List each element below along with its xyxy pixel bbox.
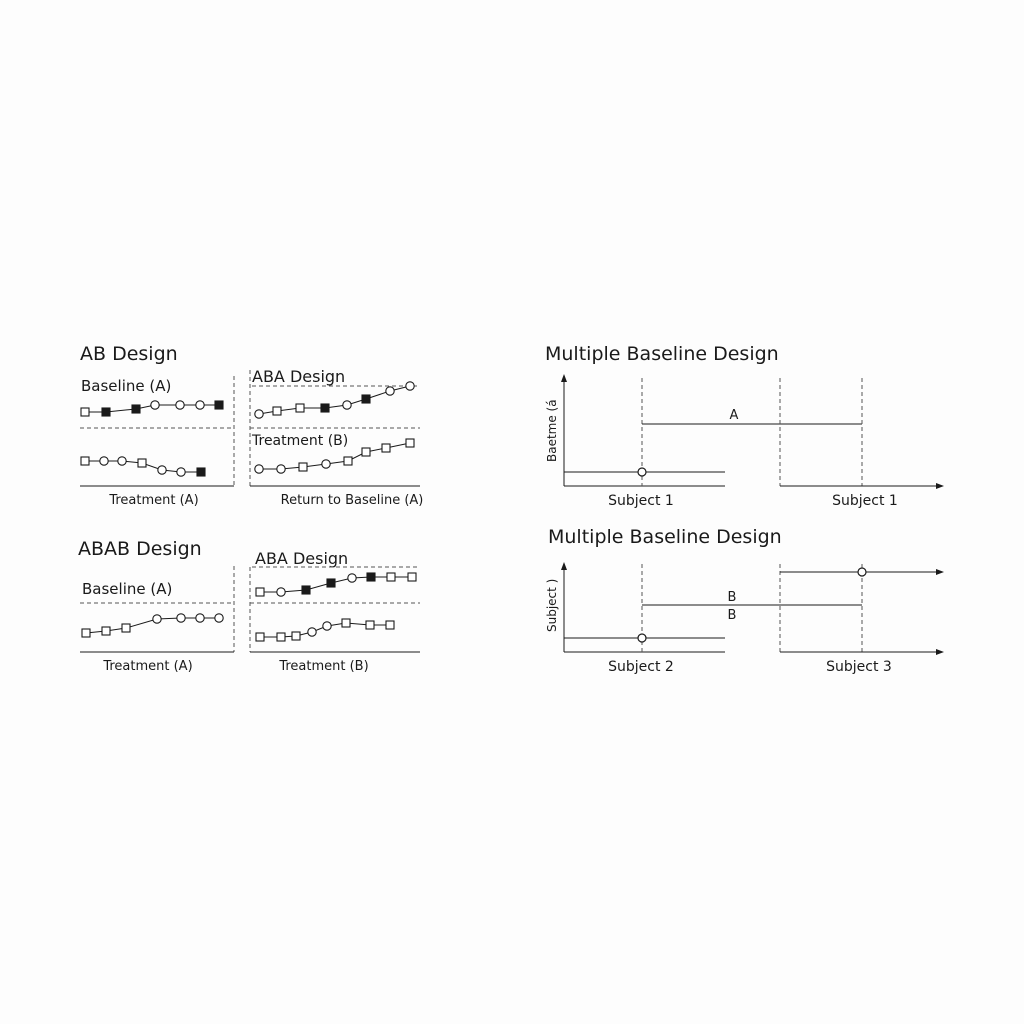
abab-marker-1	[82, 629, 90, 637]
aba-design-title-bottom: ABA Design	[255, 549, 349, 568]
aba-bottom-a-marker-5	[348, 574, 356, 582]
abab-marker-7	[215, 614, 223, 622]
ab-design-block	[80, 343, 234, 508]
aba-design-title-top: ABA Design	[252, 367, 346, 386]
aba-bottom-a-marker-7	[387, 573, 395, 581]
aba-return-label: Return to Baseline (A)	[280, 493, 424, 508]
mbd-top-data-point	[638, 468, 646, 476]
aba-treatment-marker-3	[299, 463, 307, 471]
abab-baseline-label: Baseline (A)	[82, 580, 173, 598]
ab-baseline-marker-6	[196, 401, 204, 409]
ab-baseline-marker-1	[81, 408, 89, 416]
ab-treatment-series	[81, 457, 205, 476]
ab-treatment-marker-7	[197, 468, 205, 476]
mbd-bottom-data-point-2	[858, 568, 866, 576]
aba-bottom-a-marker-3	[302, 586, 310, 594]
aba-baseline-marker-4	[321, 404, 329, 412]
ab-baseline-label: Baseline (A)	[81, 377, 172, 395]
aba-bottom-b-marker-5	[323, 622, 331, 630]
mbd-top-title: Multiple Baseline Design	[545, 343, 779, 365]
aba-treatment-marker-7	[382, 444, 390, 452]
ab-treatment-marker-4	[138, 459, 146, 467]
aba-design-block-top	[250, 367, 423, 508]
mbd-top-y-arrowhead	[561, 374, 567, 382]
ab-treatment-marker-1	[81, 457, 89, 465]
mbd-top-x-arrowhead	[936, 483, 944, 489]
aba-treatment-marker-1	[255, 465, 263, 473]
mbd-top-x-left-label: Subject 1	[608, 493, 674, 509]
aba-treatment-marker-8	[406, 439, 414, 447]
aba-bottom-series-a	[256, 573, 416, 596]
ab-baseline-marker-3	[132, 405, 140, 413]
aba-bottom-a-marker-4	[327, 579, 335, 587]
abab-marker-5	[177, 614, 185, 622]
multiple-baseline-bottom	[545, 526, 944, 675]
aba-bottom-b-marker-8	[386, 621, 394, 629]
abab-design-block	[78, 538, 234, 674]
aba-baseline-marker-6	[362, 395, 370, 403]
mbd-bottom-phase-label-1: B	[727, 590, 737, 605]
aba-baseline-marker-2	[273, 407, 281, 415]
aba-baseline-marker-7	[386, 387, 394, 395]
abab-marker-4	[153, 615, 161, 623]
aba-baseline-series	[255, 382, 414, 418]
aba-bottom-treatment-label: Treatment (B)	[279, 659, 369, 674]
aba-baseline-marker-1	[255, 410, 263, 418]
mbd-bottom-phase-label-2: B	[727, 608, 737, 623]
ab-treatment-marker-3	[118, 457, 126, 465]
ab-treatment-marker-5	[158, 466, 166, 474]
abab-design-title: ABAB Design	[78, 538, 202, 560]
multiple-baseline-top	[545, 343, 944, 509]
mbd-top-phase-label: A	[729, 408, 739, 423]
ab-baseline-marker-4	[151, 401, 159, 409]
aba-bottom-b-marker-2	[277, 633, 285, 641]
aba-treatment-marker-4	[322, 460, 330, 468]
mbd-bottom-title: Multiple Baseline Design	[548, 526, 782, 548]
aba-bottom-a-marker-8	[408, 573, 416, 581]
mbd-bottom-upper-arrowhead	[936, 569, 944, 575]
mbd-bottom-x-right-label: Subject 3	[826, 659, 892, 675]
ab-design-title: AB Design	[80, 343, 178, 365]
mbd-top-x-right-label: Subject 1	[832, 493, 898, 509]
ab-baseline-marker-7	[215, 401, 223, 409]
aba-baseline-marker-8	[406, 382, 414, 390]
abab-marker-6	[196, 614, 204, 622]
mbd-top-y-label: Baetme (á	[545, 399, 559, 462]
ab-baseline-marker-5	[176, 401, 184, 409]
mbd-bottom-data-point-1	[638, 634, 646, 642]
aba-treatment-marker-6	[362, 448, 370, 456]
aba-design-block-bottom	[250, 549, 420, 674]
aba-treatment-label: Treatment (B)	[252, 433, 349, 449]
ab-treatment-marker-2	[100, 457, 108, 465]
mbd-bottom-x-arrowhead	[936, 649, 944, 655]
ab-baseline-series	[81, 401, 223, 416]
aba-bottom-b-marker-6	[342, 619, 350, 627]
aba-bottom-a-marker-6	[367, 573, 375, 581]
aba-treatment-marker-2	[277, 465, 285, 473]
aba-bottom-b-marker-1	[256, 633, 264, 641]
aba-bottom-b-marker-7	[366, 621, 374, 629]
aba-bottom-series-b	[256, 619, 394, 641]
mbd-bottom-x-left-label: Subject 2	[608, 659, 674, 675]
abab-series	[82, 614, 223, 637]
aba-bottom-a-marker-2	[277, 588, 285, 596]
abab-marker-3	[122, 624, 130, 632]
ab-treatment-label: Treatment (A)	[109, 493, 199, 508]
abab-treatment-label: Treatment (A)	[103, 659, 193, 674]
aba-treatment-marker-5	[344, 457, 352, 465]
ab-treatment-marker-6	[177, 468, 185, 476]
aba-baseline-marker-5	[343, 401, 351, 409]
abab-marker-2	[102, 627, 110, 635]
aba-baseline-marker-3	[296, 404, 304, 412]
aba-bottom-b-marker-4	[308, 628, 316, 636]
ab-baseline-marker-2	[102, 408, 110, 416]
mbd-bottom-y-arrowhead	[561, 562, 567, 570]
aba-bottom-b-marker-3	[292, 632, 300, 640]
mbd-bottom-y-label: Subject )	[545, 578, 559, 632]
aba-bottom-a-marker-1	[256, 588, 264, 596]
